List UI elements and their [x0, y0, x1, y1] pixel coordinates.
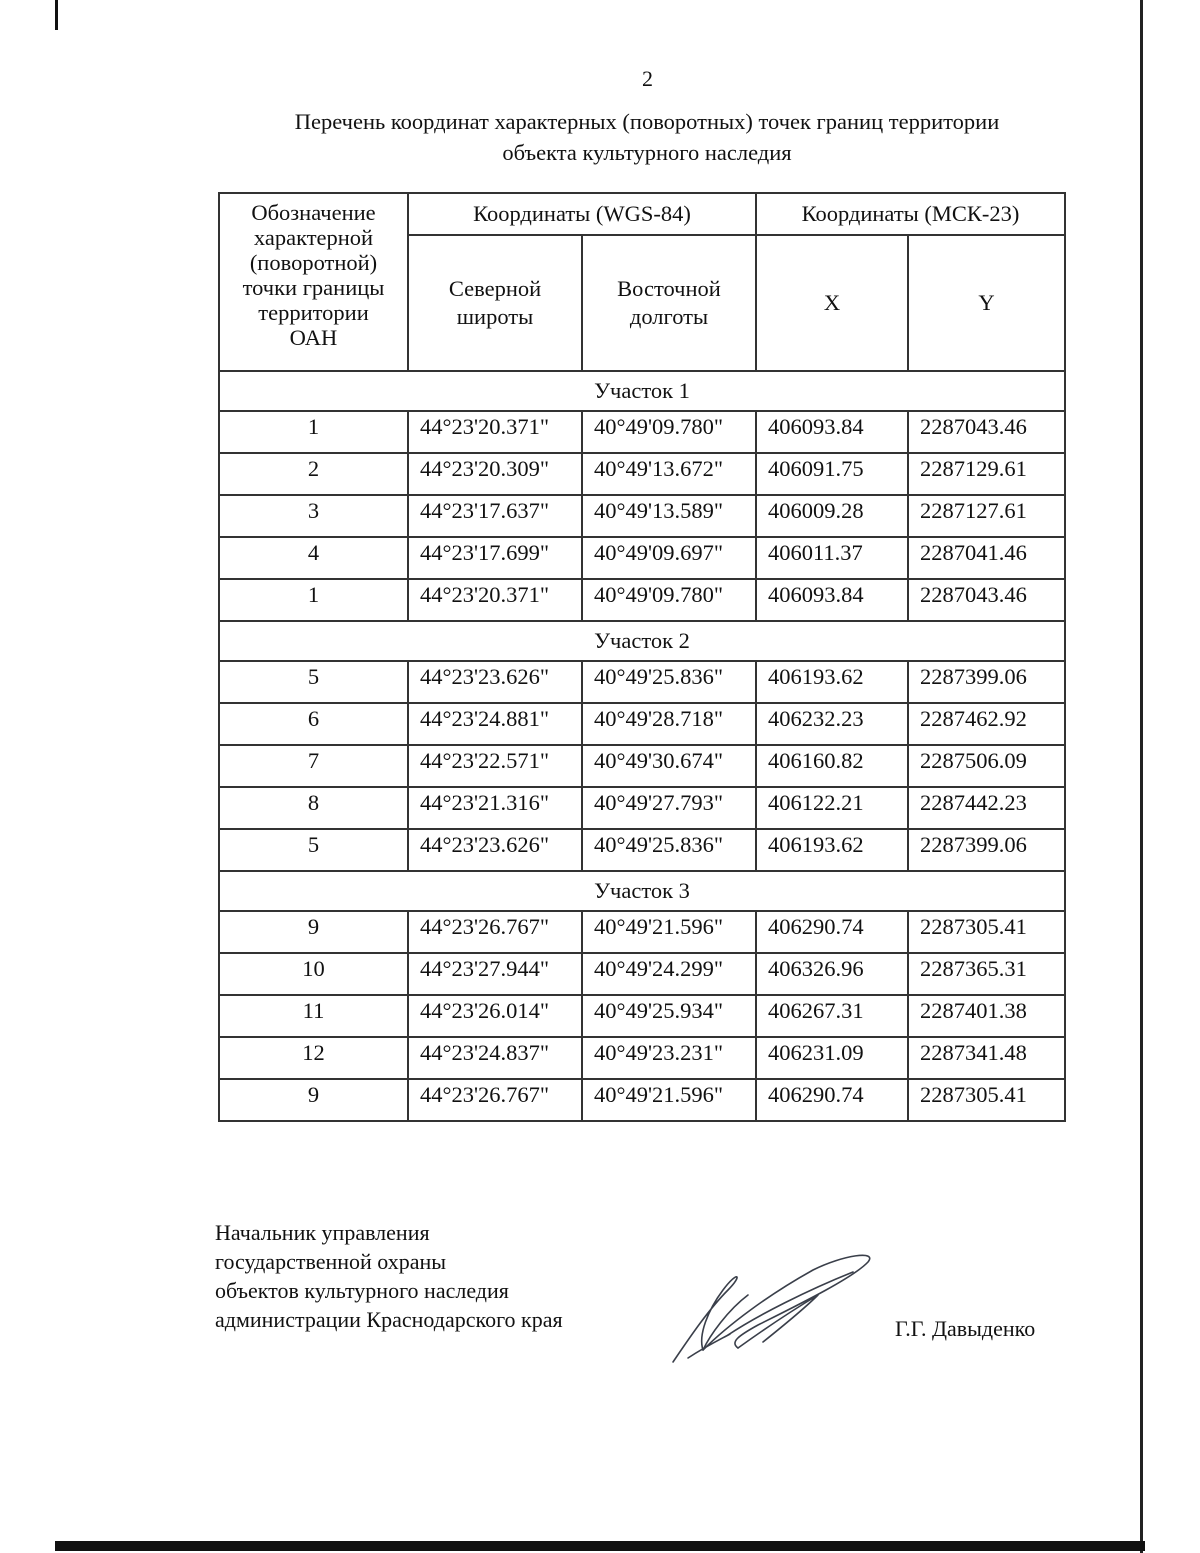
cell-point: 2 [219, 453, 408, 495]
table-row [219, 703, 1065, 745]
cell-point: 8 [219, 787, 408, 829]
cell-x: 406231.09 [756, 1037, 908, 1079]
scan-edge-right [1140, 0, 1143, 1553]
title-line: объекта культурного наследия [502, 140, 792, 165]
header-longitude: Восточной долготы [582, 235, 756, 371]
cell-y: 2287506.09 [908, 745, 1065, 787]
cell-point: 4 [219, 537, 408, 579]
cell-latitude: 44°23'20.371" [408, 579, 582, 621]
position-line: государственной охраны [215, 1249, 447, 1274]
cell-longitude: 40°49'25.934" [582, 995, 756, 1037]
cell-latitude: 44°23'20.371" [408, 411, 582, 453]
cell-latitude: 44°23'17.699" [408, 537, 582, 579]
cell-y: 2287401.38 [908, 995, 1065, 1037]
table-row [219, 537, 1065, 579]
signer-name: Г.Г. Давыденко [895, 1316, 1036, 1341]
cell-y: 2287041.46 [908, 537, 1065, 579]
handwritten-signature [668, 1250, 888, 1370]
cell-longitude: 40°49'25.836" [582, 661, 756, 703]
cell-y: 2287442.23 [908, 787, 1065, 829]
cell-x: 406290.74 [756, 1079, 908, 1121]
cell-latitude: 44°23'27.944" [408, 953, 582, 995]
header-msk23: Координаты (МСК-23) [756, 193, 1065, 235]
cell-longitude: 40°49'25.836" [582, 829, 756, 871]
header-wgs84: Координаты (WGS-84) [408, 193, 756, 235]
cell-longitude: 40°49'09.697" [582, 537, 756, 579]
cell-x: 406267.31 [756, 995, 908, 1037]
cell-y: 2287305.41 [908, 1079, 1065, 1121]
position-line: Начальник управления [215, 1220, 430, 1245]
cell-y: 2287127.61 [908, 495, 1065, 537]
signatory-position [215, 1218, 563, 1334]
table-row [219, 953, 1065, 995]
cell-latitude: 44°23'24.837" [408, 1037, 582, 1079]
cell-y: 2287043.46 [908, 579, 1065, 621]
cell-latitude: 44°23'20.309" [408, 453, 582, 495]
cell-y: 2287043.46 [908, 411, 1065, 453]
table-row [219, 453, 1065, 495]
cell-longitude: 40°49'28.718" [582, 703, 756, 745]
cell-point: 9 [219, 1079, 408, 1121]
table-row [219, 787, 1065, 829]
cell-point: 12 [219, 1037, 408, 1079]
table-row [219, 579, 1065, 621]
cell-latitude: 44°23'22.571" [408, 745, 582, 787]
cell-longitude: 40°49'13.672" [582, 453, 756, 495]
cell-y: 2287462.92 [908, 703, 1065, 745]
cell-latitude: 44°23'23.626" [408, 661, 582, 703]
cell-x: 406290.74 [756, 911, 908, 953]
cell-point: 5 [219, 661, 408, 703]
cell-y: 2287305.41 [908, 911, 1065, 953]
table-row [219, 495, 1065, 537]
cell-latitude: 44°23'21.316" [408, 787, 582, 829]
section-title: Участок 3 [219, 871, 1065, 911]
cell-point: 3 [219, 495, 408, 537]
page-number: 2 [642, 66, 653, 91]
cell-point: 9 [219, 911, 408, 953]
table-row [219, 1079, 1065, 1121]
cell-longitude: 40°49'27.793" [582, 787, 756, 829]
header-point-designation: Обозначение характерной (поворотной) точки границы территории ОАН [219, 193, 408, 371]
cell-longitude: 40°49'09.780" [582, 411, 756, 453]
cell-x: 406193.62 [756, 661, 908, 703]
header-y: Y [908, 235, 1065, 371]
cell-point: 1 [219, 579, 408, 621]
cell-x: 406011.37 [756, 537, 908, 579]
cell-y: 2287399.06 [908, 829, 1065, 871]
cell-x: 406091.75 [756, 453, 908, 495]
cell-y: 2287365.31 [908, 953, 1065, 995]
cell-longitude: 40°49'24.299" [582, 953, 756, 995]
table-row [219, 829, 1065, 871]
document-title [215, 106, 1079, 168]
cell-x: 406122.21 [756, 787, 908, 829]
section-title: Участок 2 [219, 621, 1065, 661]
cell-longitude: 40°49'23.231" [582, 1037, 756, 1079]
cell-point: 7 [219, 745, 408, 787]
section-title: Участок 1 [219, 371, 1065, 411]
coordinates-table [218, 192, 1066, 1122]
cell-x: 406093.84 [756, 411, 908, 453]
cell-y: 2287129.61 [908, 453, 1065, 495]
cell-x: 406232.23 [756, 703, 908, 745]
position-line: администрации Краснодарского края [215, 1307, 563, 1332]
cell-longitude: 40°49'30.674" [582, 745, 756, 787]
cell-longitude: 40°49'21.596" [582, 911, 756, 953]
cell-longitude: 40°49'13.589" [582, 495, 756, 537]
cell-latitude: 44°23'17.637" [408, 495, 582, 537]
cell-latitude: 44°23'26.767" [408, 911, 582, 953]
title-line: Перечень координат характерных (поворотных) точек границ территории [294, 109, 1000, 134]
cell-longitude: 40°49'09.780" [582, 579, 756, 621]
cell-point: 5 [219, 829, 408, 871]
scan-edge-bottom [55, 1541, 1145, 1551]
table-row [219, 995, 1065, 1037]
cell-x: 406009.28 [756, 495, 908, 537]
cell-y: 2287399.06 [908, 661, 1065, 703]
cell-y: 2287341.48 [908, 1037, 1065, 1079]
scan-edge-left [55, 0, 58, 30]
table-row [219, 661, 1065, 703]
cell-latitude: 44°23'23.626" [408, 829, 582, 871]
cell-x: 406193.62 [756, 829, 908, 871]
cell-x: 406160.82 [756, 745, 908, 787]
header-x: X [756, 235, 908, 371]
cell-point: 1 [219, 411, 408, 453]
table-row [219, 745, 1065, 787]
cell-latitude: 44°23'24.881" [408, 703, 582, 745]
cell-latitude: 44°23'26.767" [408, 1079, 582, 1121]
cell-point: 6 [219, 703, 408, 745]
header-latitude: Северной широты [408, 235, 582, 371]
cell-point: 10 [219, 953, 408, 995]
cell-x: 406326.96 [756, 953, 908, 995]
position-line: объектов культурного наследия [215, 1278, 509, 1303]
table-row [219, 411, 1065, 453]
cell-longitude: 40°49'21.596" [582, 1079, 756, 1121]
cell-latitude: 44°23'26.014" [408, 995, 582, 1037]
cell-x: 406093.84 [756, 579, 908, 621]
cell-point: 11 [219, 995, 408, 1037]
table-row [219, 911, 1065, 953]
table-row [219, 1037, 1065, 1079]
